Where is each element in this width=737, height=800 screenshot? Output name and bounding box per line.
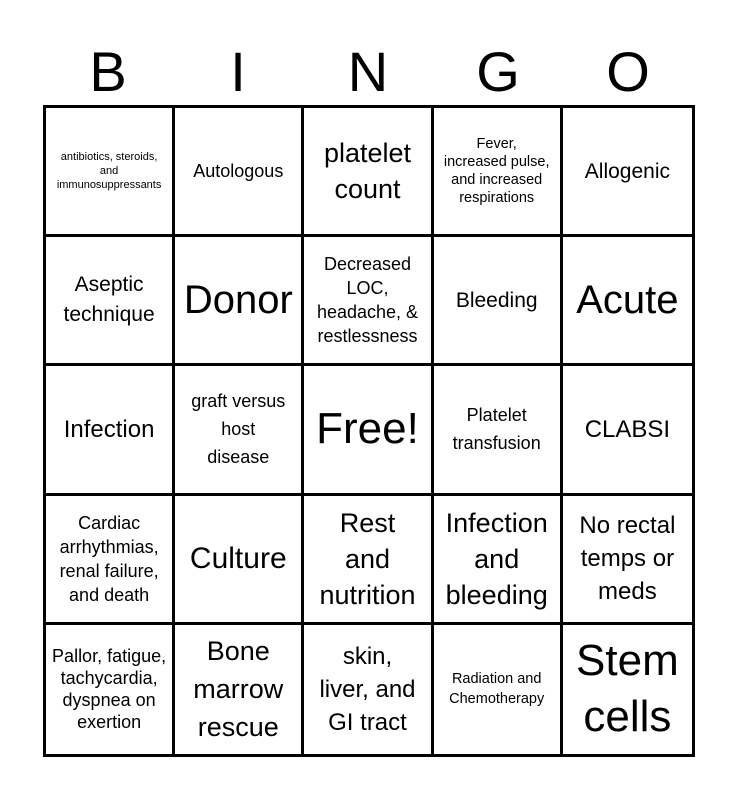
cell-text: Bone marrow rescue — [193, 636, 284, 743]
cell-text: Cardiac arrhythmias, renal failure, and death — [59, 512, 159, 605]
cell-text: Allogenic — [584, 159, 670, 183]
cell-text: Decreased LOC, headache, & restlessness — [316, 254, 419, 347]
header-letter-o: O — [606, 40, 650, 103]
bingo-header — [43, 40, 693, 104]
cell-text: Rest and nutrition — [319, 507, 416, 610]
bingo-cell[interactable] — [563, 496, 692, 625]
cell-text: Culture — [189, 541, 287, 575]
bingo-cell[interactable] — [304, 625, 433, 754]
header-letter-b: B — [89, 40, 127, 103]
bingo-cell[interactable] — [175, 108, 304, 237]
cell-text: Fever, increased pulse, and increased respirations — [443, 136, 550, 207]
bingo-cell[interactable] — [434, 237, 563, 366]
cell-text: Free! — [316, 404, 419, 454]
bingo-cell[interactable] — [563, 237, 692, 366]
cell-text: CLABSI — [584, 415, 671, 443]
bingo-cell[interactable] — [434, 496, 563, 625]
cell-text: Aseptic technique — [63, 273, 155, 327]
header-letter-i: I — [230, 40, 246, 103]
cell-text: Donor — [183, 278, 293, 323]
cell-text: Platelet transfusion — [452, 405, 541, 454]
bingo-cell[interactable] — [434, 108, 563, 237]
bingo-cell[interactable] — [563, 108, 692, 237]
bingo-cell[interactable] — [46, 496, 175, 625]
cell-text: Infection and bleeding — [445, 507, 548, 610]
bingo-cell[interactable] — [175, 496, 304, 625]
bingo-cell[interactable] — [434, 625, 563, 754]
bingo-cell[interactable] — [304, 366, 433, 495]
bingo-cell[interactable] — [46, 366, 175, 495]
bingo-cell[interactable] — [304, 496, 433, 625]
bingo-cell[interactable] — [175, 625, 304, 754]
cell-text: antibiotics, steroids, and immunosuppressants — [56, 151, 162, 192]
cell-text: Infection — [63, 415, 155, 443]
bingo-cell[interactable] — [563, 625, 692, 754]
bingo-cell[interactable] — [434, 366, 563, 495]
cell-text: Stem cells — [576, 636, 679, 742]
cell-text: graft versus host disease — [191, 391, 286, 468]
cell-text: skin, liver, and GI tract — [319, 642, 416, 736]
cell-text: Pallor, fatigue, tachycardia, dyspnea on exertion — [52, 646, 167, 733]
bingo-cell[interactable] — [46, 625, 175, 754]
bingo-cell[interactable] — [46, 237, 175, 366]
cell-text: platelet count — [323, 138, 412, 205]
bingo-cell[interactable] — [304, 237, 433, 366]
header-letter-n: N — [347, 40, 389, 103]
cell-text: No rectal temps or meds — [579, 512, 676, 606]
cell-text: Bleeding — [455, 288, 538, 312]
bingo-cell[interactable] — [175, 237, 304, 366]
cell-text: Autologous — [193, 161, 284, 182]
bingo-cell[interactable] — [563, 366, 692, 495]
cell-text: Radiation and Chemotherapy — [449, 671, 545, 708]
bingo-cell[interactable] — [304, 108, 433, 237]
bingo-cell[interactable] — [46, 108, 175, 237]
header-letter-g: G — [476, 40, 520, 103]
bingo-cell[interactable] — [175, 366, 304, 495]
cell-text: Acute — [576, 278, 679, 323]
bingo-board — [43, 105, 695, 757]
